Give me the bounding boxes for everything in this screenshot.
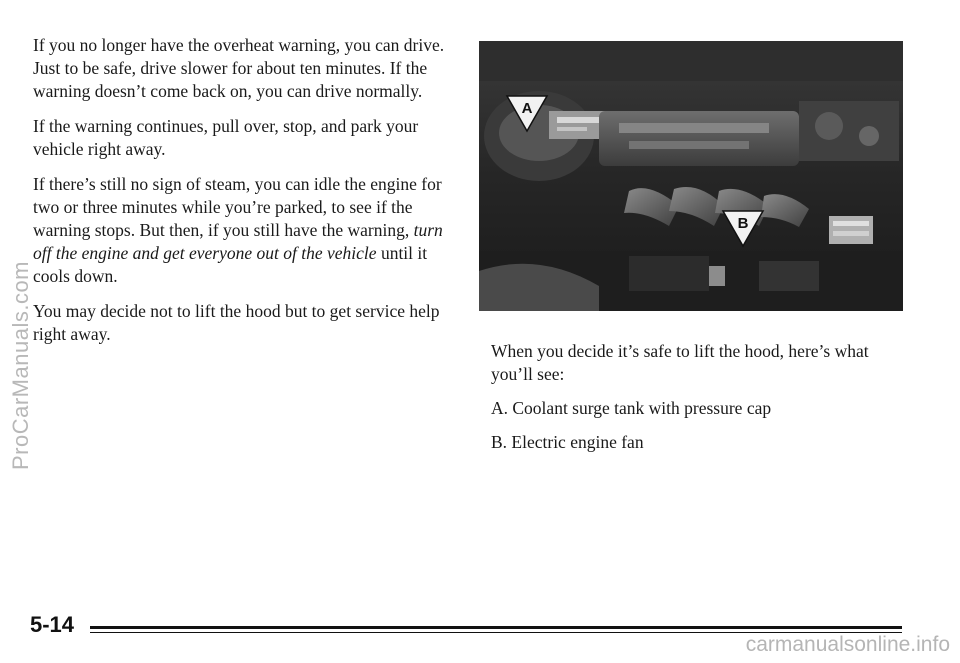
component-list-item-a: A. Coolant surge tank with pressure cap	[491, 398, 772, 418]
paragraph-service-help: You may decide not to lift the hood but to get service help right away.	[33, 301, 440, 344]
page-number: 5-14	[30, 612, 75, 637]
left-column	[33, 34, 463, 358]
footer-rule-thick	[90, 626, 902, 629]
callout-b-label: B	[737, 215, 749, 232]
engine-compartment-photo	[479, 41, 903, 311]
side-watermark: ProCarManuals.com	[8, 260, 33, 470]
right-column	[491, 340, 911, 465]
hood-intro-text: When you decide it’s safe to lift the hood, here’s what you’ll see:	[491, 341, 869, 384]
paragraph-no-steam-emphasis: turn off the engine and get everyone out of the vehicle	[33, 220, 443, 263]
paragraph-warning-continues: If the warning continues, pull over, stop, and park your vehicle right away.	[33, 116, 419, 159]
paragraph-no-steam-end: until it cools down.	[33, 243, 428, 286]
paragraph-overheat-gone: If you no longer have the overheat warning, you can drive. Just to be safe, drive slower for about ten minutes. If the warning doesn’t come back on, you can drive normally.	[33, 35, 445, 101]
paragraph-no-steam	[33, 173, 463, 288]
bottom-watermark: carmanualsonline.info	[745, 633, 950, 656]
callout-a-label: A	[521, 100, 533, 117]
component-list-item-b: B. Electric engine fan	[491, 432, 644, 452]
paragraph-no-steam-text: If there’s still no sign of steam, you can idle the engine for two or three minutes while you’re parked, to see if the warning stops. But then, if you still have the warning,	[33, 174, 442, 240]
engine-photo-graphic	[479, 41, 903, 311]
